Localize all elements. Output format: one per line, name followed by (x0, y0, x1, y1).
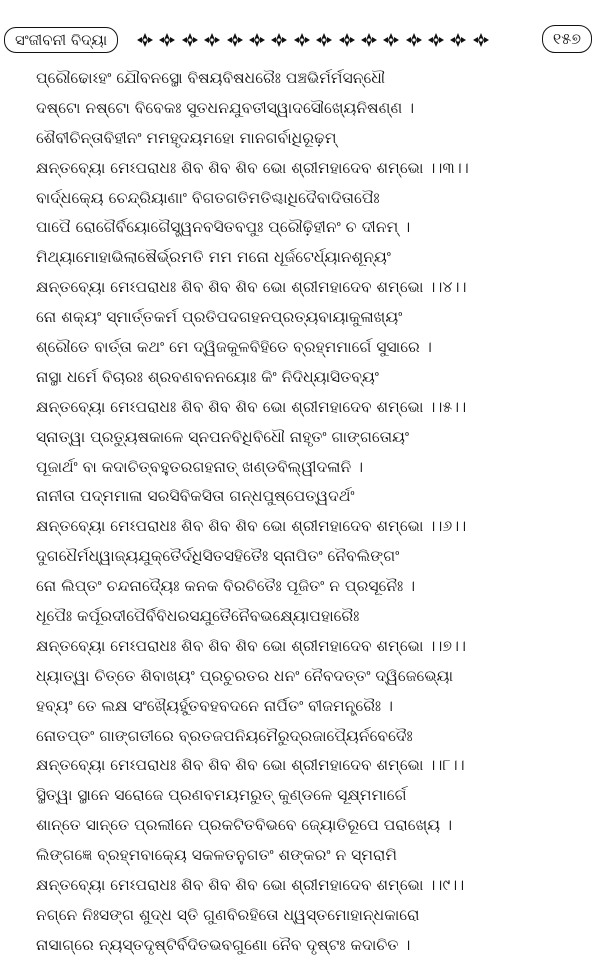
diamond-flower-ornament-icon (315, 32, 333, 48)
diamond-flower-ornament-icon (405, 32, 423, 48)
verse-line: ବାର୍ଦ୍ଧକ୍ୟେ ଚେନ୍ଦ୍ରିୟାଣାଂ ବିଗତଗତିମତିଶ୍ଚାଧିଦୈବାଦିତାପୈଃ (36, 188, 380, 207)
verse-line: କ୍ଷନ୍ତବ୍ୟୋ ମେଽପରାଧଃ ଶିବ ଶିବ ଶିବ ଭୋ ଶ୍ରୀମହାଦେବ ଶମ୍ଭୋ ।।୯।। (36, 876, 465, 895)
verse-line: ପୂଜାର୍ଥଂ ବା କଦାଚିତ୍‌ବହୁତରଗହନାତ୍ ଖଣ୍ଡବିଲ୍ୱୀଦଳାନି । (36, 457, 364, 476)
diamond-flower-ornament-icon (293, 32, 311, 48)
verse-line: ଶାନ୍ତେ ସାନ୍ତେ ପ୍ରଲୀନେ ପ୍ରକଟିତବିଭବେ ଜ୍ୟୋତିରୂପେ ପରାଖ୍ୟେ । (36, 816, 453, 835)
diamond-flower-ornament-icon (427, 32, 445, 48)
diamond-flower-ornament-icon (472, 32, 490, 48)
verse-line: ନୋ ଶକ୍ୟଂ ସ୍ମାର୍ତ୍ତକର୍ମ ପ୍ରତିପଦଗହନପ୍ରତ୍ୟବାୟାକୁଳାଖ୍ୟଂ (36, 308, 403, 327)
verse-line: ଶ୍ରୌତେ ବାର୍ତ୍ତା କଥଂ ମେ ଦ୍ୱିଜକୁଳବିହିତେ ବ୍ରହ୍ମମାର୍ଗେ ସୁସାରେ । (36, 338, 432, 357)
verse-line: ଧ୍ୟାତ୍ୱା ଚିତ୍ତେ ଶିବାଖ୍ୟଂ ପ୍ରଚୁରତର ଧନଂ ନୈବଦତ୍ତଂ ଦ୍ୱିଜେଭ୍ୟୋ (36, 666, 454, 685)
diamond-flower-ornament-icon (181, 32, 199, 48)
diamond-flower-ornament-icon (449, 32, 467, 48)
verse-line: ଦୁଗଧୈର୍ମଧ୍ୱାଜ୍ୟଯୁକ୍ତୈର୍ଦଧିସିତସହିତୈଃ ସ୍ନାପିତଂ ନୈବଲିଙ୍ଗଂ (36, 547, 400, 566)
verse-line: ଧୂପୈଃ କର୍ପୂରଦୀପୈର୍ବିବିଧରସଯୁତୈନୈବଭକ୍ଷ୍ୟୋପହାରୈଃ (36, 607, 360, 626)
verse-line: କ୍ଷନ୍ତବ୍ୟୋ ମେଽପରାଧଃ ଶିବ ଶିବ ଶିବ ଭୋ ଶ୍ରୀମହାଦେବ ଶମ୍ଭୋ ।।୩।। (36, 158, 469, 177)
page-number: ୧୫୭ (542, 25, 592, 53)
verse-text (36, 64, 596, 961)
verse-line: ନାନୀତା ପଦ୍ମମାଳା ସରସିବିକସିତା ଗନ୍ଧପୁଷ୍ପେତ୍ୱଦର୍ଥଂ (36, 487, 355, 506)
verse-line: ମିଥ୍ୟାମୋହାଭିଲାଷୈର୍ଭ୍ରମତି ମମ ମନୋ ଧୂର୍ଜଟେର୍ଧ୍ୟାନଶୂନ୍ୟଂ (36, 248, 391, 267)
verse-line: ପାପୈ ରୋଗୈର୍ବିୟୋଗୈସ୍ତ୍ୱନବସିତବପୁଃ ପ୍ରୌଢ଼ିହୀନଂ ଚ ଦୀନମ୍ । (36, 218, 411, 237)
verse-line: ହବ୍ୟଂ ତେ ଲକ୍ଷ ସଂଖ୍ୟୈର୍ହୁତବହବଦନେ ନାର୍ପିତଂ ବୀଜମନ୍ତ୍ରୈଃ । (36, 696, 394, 715)
verse-line: ସ୍ଥିତ୍ୱା ସ୍ଥାନେ ସରୋଜେ ପ୍ରଣବମୟମରୁତ୍ କୁଣ୍ଡଳେ ସୂକ୍ଷ୍ମମାର୍ଗେ (36, 786, 407, 805)
diamond-flower-ornament-icon (338, 32, 356, 48)
diamond-flower-ornament-icon (203, 32, 221, 48)
diamond-flower-ornament-icon (270, 32, 288, 48)
verse-line: କ୍ଷନ୍ତବ୍ୟୋ ମେଽପରାଧଃ ଶିବ ଶିବ ଶିବ ଭୋ ଶ୍ରୀମହାଦେବ ଶମ୍ଭୋ ।।୮।। (36, 756, 465, 775)
header-title: ସଂଜୀବନୀ ବିଦ୍ୟା (4, 27, 118, 53)
verse-line: ନାସାଗ୍ରେ ନ୍ୟସ୍ତଦୃଷ୍ଟିର୍ବିଦିତଭବଗୁଣୋ ନୈବ ଦୃଷ୍ଟଃ କଦାଚିତ । (36, 935, 411, 954)
verse-line: ନୋତପ୍ତଂ ଗାଙ୍ଗତୀରେ ବ୍ରତଜପନିୟମୈରୁଦ୍ରଜାପ୍ୟୈର୍ନବେଦୈଃ (36, 726, 413, 745)
diamond-flower-ornament-icon (136, 32, 154, 48)
verse-line: କ୍ଷନ୍ତବ୍ୟୋ ମେଽପରାଧଃ ଶିବ ଶିବ ଶିବ ଭୋ ଶ୍ରୀମହାଦେବ ଶମ୍ଭୋ ।।୫।। (36, 397, 467, 416)
running-header (4, 27, 594, 55)
verse-line: ନୋ ଲିପ୍ତଂ ଚନ୍ଦନାଦ୍ୟୈଃ କନକ ବିରଚିତୈଃ ପୂଜିତଂ ନ ପ୍ରସୂନୈଃ । (36, 577, 416, 596)
verse-line: ନାସ୍ଥା ଧର୍ମେ ବିଚାରଃ ଶ୍ରବଣବନନୟୋଃ କିଂ ନିଦିଧ୍ୟାସିତବ୍ୟଂ (36, 367, 379, 386)
verse-line: କ୍ଷନ୍ତବ୍ୟୋ ମେଽପରାଧଃ ଶିବ ଶିବ ଶିବ ଭୋ ଶ୍ରୀମହାଦେବ ଶମ୍ଭୋ ।।୭।। (36, 636, 467, 655)
diamond-flower-ornament-icon (382, 32, 400, 48)
diamond-flower-ornament-icon (226, 32, 244, 48)
verse-line: କ୍ଷନ୍ତବ୍ୟୋ ମେଽପରାଧଃ ଶିବ ଶିବ ଶିବ ଭୋ ଶ୍ରୀମହାଦେବ ଶମ୍ଭୋ ।।୬।। (36, 517, 467, 536)
diamond-flower-ornament-icon (360, 32, 378, 48)
verse-line: ସ୍ନାତ୍ୱା ପ୍ରତ୍ୟୁଷକାଳେ ସ୍ନପନବିଧିବିଧୌ ନାହୃତଂ ଗାଙ୍ଗତୋୟଂ (36, 427, 410, 446)
verse-line: ଲିଙ୍ଗଜ୍ଞେ ବ୍ରହ୍ମବାକ୍ୟେ ସକଳତନୁଗତଂ ଶଙ୍କରଂ ନ ସ୍ମରାମି (36, 846, 398, 865)
ornament-band (136, 28, 496, 52)
verse-line: ଦଷ୍ଟୋ ନଷ୍ଟୋ ବିବେକଃ ସୁତଧନଯୁବତୀସ୍ୱାଦସୌଖ୍ୟେନିଷଣ୍ଣ । (36, 98, 415, 117)
verse-line: ପ୍ରୌଢୋଽହଂ ଯୌବନସ୍ଥୋ ବିଷୟବିଷଧରୈଃ ପଞ୍ଚଭିର୍ମର୍ମସନ୍ଧୌ (36, 69, 385, 87)
verse-line: କ୍ଷନ୍ତବ୍ୟୋ ମେଽପରାଧଃ ଶିବ ଶିବ ଶିବ ଭୋ ଶ୍ରୀମହାଦେବ ଶମ୍ଭୋ ।।୪।। (36, 278, 467, 297)
diamond-flower-ornament-icon (158, 32, 176, 48)
verse-line: ଶୈବୀଚିନ୍ତାବିହୀନଂ ମମହୃଦୟମହୋ ମାନଗର୍ବାଧିରୂଢ଼ମ୍ (36, 128, 337, 147)
verse-line: ନଗ୍ନେ ନିଃସଙ୍ଗ ଶୁଦ୍ଧ ସ୍ତି ଗୁଣବିରହିତୋ ଧ୍ୱସ୍ତମୋହାନ୍ଧକାରୋ (36, 905, 420, 924)
diamond-flower-ornament-icon (248, 32, 266, 48)
